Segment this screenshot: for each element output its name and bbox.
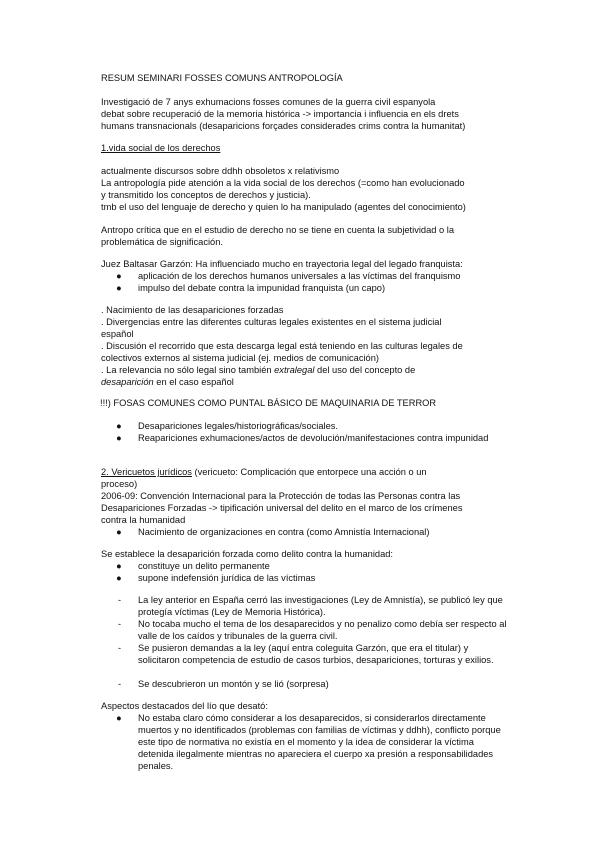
document-title: RESUM SEMINARI FOSSES COMUNS ANTROPOLOGÍA [101,73,343,83]
intro-line: debat sobre recuperació de la memoria histórica -> importancia i influencia en els drets [101,109,459,119]
section1-line: y transmitido los conceptos de derechos y justicia). [101,190,311,200]
bullet-icon: ● [116,527,122,537]
dash-icon: - [118,679,122,689]
convencion-line: contra la humanidad [101,515,186,525]
critica-paragraph [101,224,506,248]
point-line: . Divergencias entre las diferentes culturas legales existentes en el sistema judicial [101,317,442,327]
section1-heading: 1.vida social de los derechos [101,143,221,153]
relevancia-text: del uso del concepto de [314,365,416,375]
relevancia-text: en el caso español [153,377,234,387]
dash-item-text: Se descubrieron un montón y se lió (sorpresa) [138,679,329,689]
convencion-line: Desapariciones Forzadas -> tipificación universal del delito en el marco de los crímenes [101,503,463,513]
list-item-text: Desapariciones legales/historiográficas/sociales. [138,421,338,431]
section1-paragraph [101,165,506,213]
section2-heading-rest: (vericueto: Complicación que entorpece una acción o un [191,467,427,477]
convencion-line: 2006-09: Convención Internacional para la Protección de todas las Personas contra las [101,491,461,501]
intro-line: Investigació de 7 anys exhumacions fosses comunes de la guerra civil espanyola [101,97,436,107]
intro-line: humans transnacionals (desaparicions forçades considerades crims contra la humanitat) [101,121,466,131]
list-item-text: Reapariciones exhumaciones/actos de devolución/manifestaciones contra impunidad [138,433,489,443]
critica-line: problemática de significación. [101,237,223,247]
relevancia-text: . La relevancia no sólo legal sino también [101,365,275,375]
section2-heading-block [101,466,506,526]
section2-heading: 2. Vericuetos jurídicos [101,467,192,477]
bullet-icon: ● [116,283,122,293]
section2-heading-line [101,466,506,478]
bullet-icon: ● [116,713,122,723]
dash-icon: - [118,643,122,653]
section1-line: La antropología pide atención a la vida social de los derechos (=como han evolucionado [101,178,465,188]
delito-line: Se establece la desaparición forzada como delito contra la humanidad: [101,549,393,559]
bullet-icon: ● [116,421,122,431]
bullet-icon: ● [116,561,122,571]
section1-line: actualmente discursos sobre ddhh obsoletos x relativismo [101,166,340,176]
relevancia-italic: desaparición [101,377,154,387]
bullet-icon: ● [116,271,122,281]
bullet-icon: ● [116,433,122,443]
relevancia-italic: extralegal [274,365,315,375]
point-line: . Discusión el recorrido que esta descarga legal está teniendo en las culturas legales de [101,341,463,351]
dash-item-text: Se pusieron demandas a la ley (aquí entra coleguita Garzón, que era el titular) y solicitaron competencia de estudio de casos turbios, desapariciones, torturas y exilios. [138,643,494,665]
relevancia-line [101,364,506,376]
bullet-icon: ● [116,573,122,583]
list-item-text: impulso del debate contra la impunidad franquista (un capo) [138,283,386,293]
point-line: español [101,329,134,339]
list-item-text: aplicación de los derechos humanos universales a las víctimas del franquismo [138,271,461,281]
dash-item-text: No tocaba mucho el tema de los desaparecidos y no penalizo como debía ser respecto al valle de los caídos y tribunales de la guerra civil. [138,619,507,641]
dash-item-text: La ley anterior en España cerró las investigaciones (Ley de Amnistía), se publicó ley que protegía víctimas (Ley de Memoria Histórica). [138,595,503,617]
list-item-text: Nacimiento de organizaciones en contra (como Amnistía Internacional) [138,527,430,537]
point-line: . Nacimiento de las desapariciones forzadas [101,305,284,315]
list-item-text: supone indefensión jurídica de las víctimas [138,573,316,583]
critica-line: Antropo crítica que en el estudio de derecho no se tiene en cuenta la subjetividad o la [101,225,455,235]
aspectos-line: Aspectos destacados del lío que desató: [101,701,268,711]
section1-line: tmb el uso del lenguaje de derecho y quien lo ha manipulado (agentes del conocimiento) [101,202,466,212]
section2-heading-line2: proceso) [101,479,138,489]
dash-icon: - [118,595,122,605]
garzon-line: Juez Baltasar Garzón: Ha influenciado mucho en trayectoria legal del legado franquista: [101,259,463,269]
intro-paragraph [101,96,506,132]
list-item-text: constituye un delito permanente [138,561,270,571]
list-item-text: No estaba claro cómo considerar a los desaparecidos, si considerarlos directamente muertos y no identificados (problemas con familias de víctimas y ddhh), conflicto porque este tipo de normativa no existía en el momento y la idea de considerar la víctima detenida ilegalmente mientras no apareciera el cuerpo xa presión a responsabilidades penales. [138,713,501,771]
dash-icon: - [118,619,122,629]
relevancia-line [101,376,506,388]
point-line: colectivos externos al sistema judicial (ej. medios de comunicación) [101,353,379,363]
points-paragraph [101,304,506,388]
fosas-heading: !!!) FOSAS COMUNES COMO PUNTAL BÁSICO DE MAQUINARIA DE TERROR [100,398,437,408]
